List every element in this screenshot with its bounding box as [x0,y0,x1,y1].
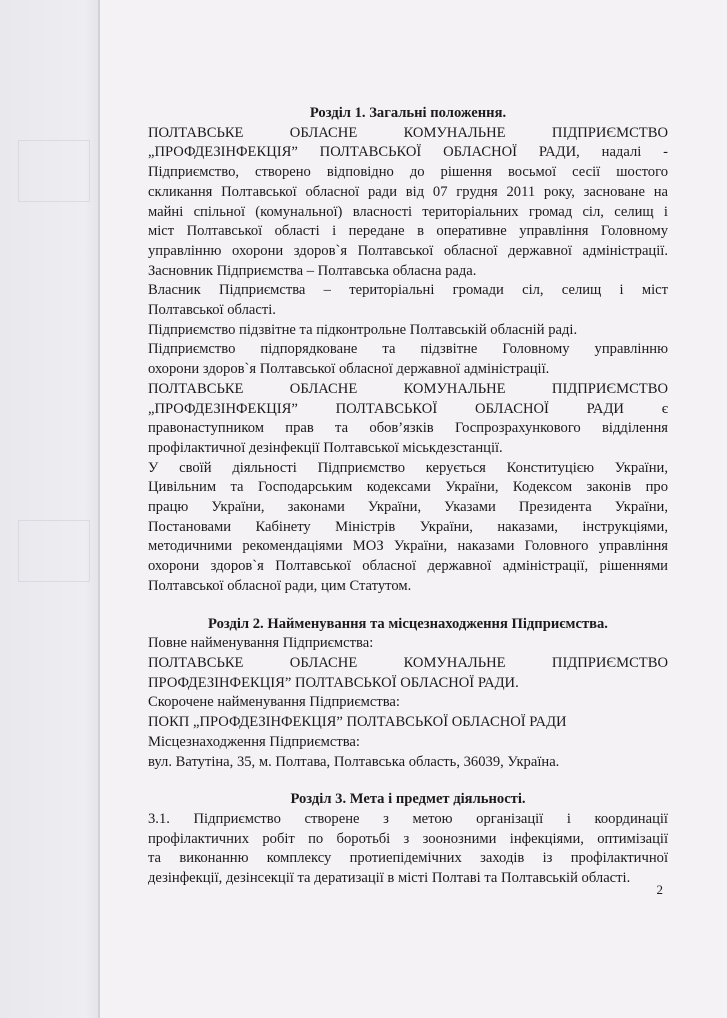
text-line: скликання Полтавської обласної ради від 07 грудня 2011 року, засноване на [148,183,668,200]
text-line: методичними рекомендаціями МОЗ України, наказами Головного управління [148,538,668,555]
text-line: „ПРОФДЕЗІНФЕКЦІЯ” ПОЛТАВСЬКОЇ ОБЛАСНОЇ РАДИ, надалі - [148,144,668,161]
text-line: профілактичної дезінфекції Полтавської міськдезстанції. [148,439,503,456]
text-line: правонаступником прав та обов’язків Госпрозрахункового відділення [148,420,668,437]
text-line: Цивільним та Господарським кодексами України, Кодексом законів про [148,479,668,496]
binding-line [98,0,100,1018]
section-3-heading: Розділ 3. Мета і предмет діяльності. [290,791,526,808]
text-line: Полтавської обласної ради, цим Статутом. [148,577,412,594]
text-line: ПРОФДЕЗІНФЕКЦІЯ” ПОЛТАВСЬКОЇ ОБЛАСНОЇ РАДИ. [148,674,519,691]
text-line: Скорочене найменування Підприємства: [148,694,400,711]
text-line: Підприємство підпорядковане та підзвітне Головному управлінню [148,341,668,358]
section-1-heading: Розділ 1. Загальні положення. [309,105,507,121]
text-line: Підприємство підзвітне та підконтрольне Полтавській обласній раді. [148,321,578,338]
section-2-heading: Розділ 2. Найменування та місцезнаходження Підприємства. [208,615,608,632]
text-line: 3.1. Підприємство створене з метою організації і координації [148,810,668,827]
text-line: та виконанню комплексу протиепідемічних заходів із профілактичної [148,850,668,867]
text-line: Підприємство, створено відповідно до рішення восьмої сесії шостого [148,164,668,181]
text-line: охорони здоров`я Полтавської обласної державної адміністрації. [148,361,550,378]
text-line: ПОЛТАВСЬКЕ ОБЛАСНЕ КОМУНАЛЬНЕ ПІДПРИЄМСТВО [148,654,668,671]
text-line: Місцезнаходження Підприємства: [148,733,360,750]
text-line: охорони здоров`я Полтавської обласної державної адміністрації, рішеннями [148,558,668,575]
text-line: дезінфекції, дезінсекції та дератизації в місті Полтаві та Полтавській області. [148,870,631,887]
text-line: управлінню охорони здоров`я Полтавської обласної державної адміністрації. [148,242,668,259]
show-through-stamp [18,520,90,582]
address-line: вул. Ватутіна, 35, м. Полтава, Полтавська область, 36039, Україна. [148,753,560,770]
text-line: працю України, законами України, Указами Президента України, [148,499,668,516]
text-line: ПОКП „ПРОФДЕЗІНФЕКЦІЯ” ПОЛТАВСЬКОЇ ОБЛАСНОЇ РАДИ [148,714,567,731]
text-line: ПОЛТАВСЬКЕ ОБЛАСНЕ КОМУНАЛЬНЕ ПІДПРИЄМСТВО [148,380,668,397]
text-line: „ПРОФДЕЗІНФЕКЦІЯ” ПОЛТАВСЬКОЇ ОБЛАСНОЇ РАДИ є [148,400,668,417]
text-line: профілактичних робіт по боротьбі з зоонозними інфекціями, оптимізації [148,830,668,847]
document-body [148,104,668,889]
page-number: 2 [656,882,663,897]
text-line: Власник Підприємства – територіальні громади сіл, селищ і міст [148,282,668,299]
show-through-stamp [18,140,90,202]
text-line: Засновник Підприємства – Полтавська обласна рада. [148,262,477,279]
text-line: Полтавської області. [148,302,276,319]
text-line: Повне найменування Підприємства: [148,635,374,652]
text-line: Постановами Кабінету Міністрів України, наказами, інструкціями, [148,518,668,535]
text-line: ПОЛТАВСЬКЕ ОБЛАСНЕ КОМУНАЛЬНЕ ПІДПРИЄМСТВО [148,124,668,141]
text-line: міст Полтавської області і передане в оперативне управління Головному [148,223,668,240]
text-line: майні спільної (комунальної) власності територіальних громад сіл, селищ і [148,203,668,220]
text-line: У своїй діяльності Підприємство керується Конституцією України, [148,459,668,476]
